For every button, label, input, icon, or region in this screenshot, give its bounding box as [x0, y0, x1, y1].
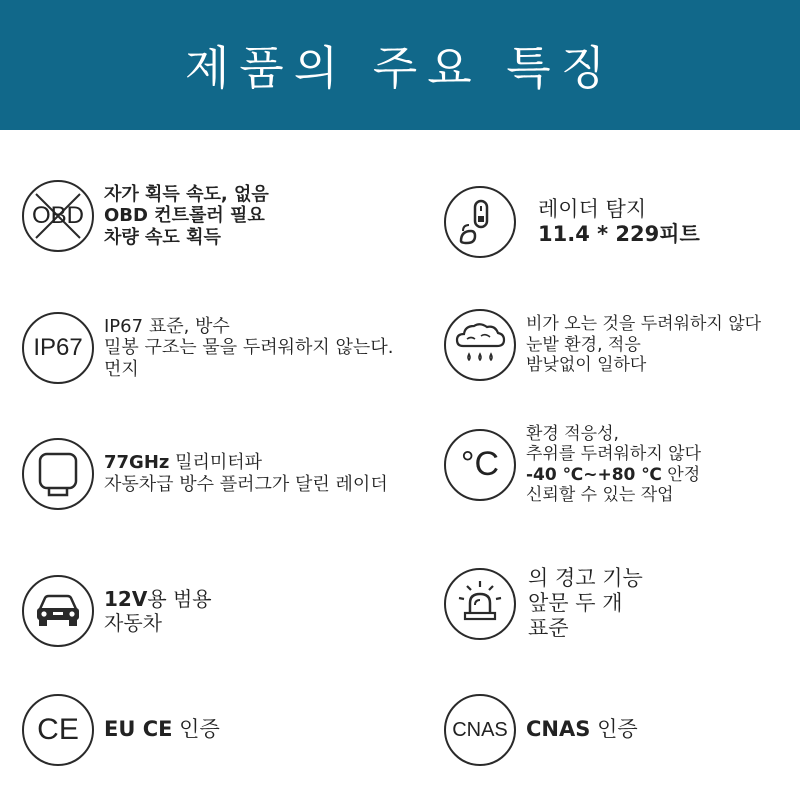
- obd-line-2: OBD 컨트롤러 필요: [104, 205, 265, 227]
- ip67-line-3: 먼지: [104, 358, 139, 380]
- feature-12v: [22, 575, 212, 647]
- feature-cnas: [444, 694, 638, 766]
- car-icon: [22, 575, 94, 647]
- feature-ip67: [22, 312, 393, 384]
- radar-line-1: 레이더 탐지: [538, 196, 647, 221]
- ip67-icon: IP67: [22, 312, 94, 384]
- 12v-line-1: 12V용 범용: [104, 587, 212, 611]
- temp-line-4: 신뢰할 수 있는 작업: [526, 485, 674, 506]
- ghz-line-1: 77GHz 밀리미터파: [104, 452, 263, 474]
- rain-cloud-icon: [444, 309, 516, 381]
- temp-line-2: 추위를 두려워하지 않다: [526, 444, 702, 465]
- radar-sensor-icon: [22, 438, 94, 510]
- rain-line-1: 비가 오는 것을 두려워하지 않다: [526, 314, 762, 335]
- ghz-line-2: 자동차급 방수 플러그가 달린 레이더: [104, 474, 388, 495]
- cnas-line-1: CNAS 인증: [526, 717, 638, 742]
- ip67-line-2: 밀봉 구조는 물을 두려워하지 않는다.: [104, 337, 394, 359]
- alarm-line-1: 의 경고 기능: [528, 566, 643, 590]
- 12v-line-2: 자동차: [104, 611, 162, 635]
- temp-line-1: 환경 적응성,: [526, 424, 619, 444]
- alarm-line-2: 앞문 두 개: [528, 591, 623, 616]
- warning-light-icon: [444, 568, 516, 640]
- alarm-line-3: 표준: [528, 616, 569, 641]
- feature-ce: [22, 694, 220, 766]
- feature-alarm: [444, 566, 643, 642]
- ce-mark-icon: CE: [22, 694, 94, 766]
- radar-detection-icon: [444, 186, 516, 258]
- no-obd-icon: OBD: [22, 180, 94, 252]
- header-banner: [0, 0, 800, 130]
- cnas-mark-icon: CNAS: [444, 694, 516, 766]
- ce-line-1: EU CE 인증: [104, 717, 220, 742]
- temp-line-3: -40 ℃~+80 ℃ 안정: [526, 464, 701, 485]
- feature-77ghz: [22, 438, 388, 510]
- feature-temp: [444, 424, 701, 506]
- feature-obd: [22, 180, 269, 252]
- obd-line-1: 자가 획득 속도, 없음: [104, 183, 269, 205]
- radar-line-2: 11.4 * 229피트: [538, 222, 700, 246]
- page-title: 제품의 주요 특징: [184, 41, 616, 95]
- ip67-line-1: IP67 표준, 방수: [104, 315, 230, 337]
- temperature-icon: °C: [444, 429, 516, 501]
- obd-line-3: 차량 속도 획득: [104, 226, 221, 248]
- rain-line-2: 눈밭 환경, 적응: [526, 334, 641, 355]
- feature-radar: [444, 186, 700, 258]
- feature-rain: [444, 309, 761, 381]
- rain-line-3: 밤낮없이 일하다: [526, 355, 647, 376]
